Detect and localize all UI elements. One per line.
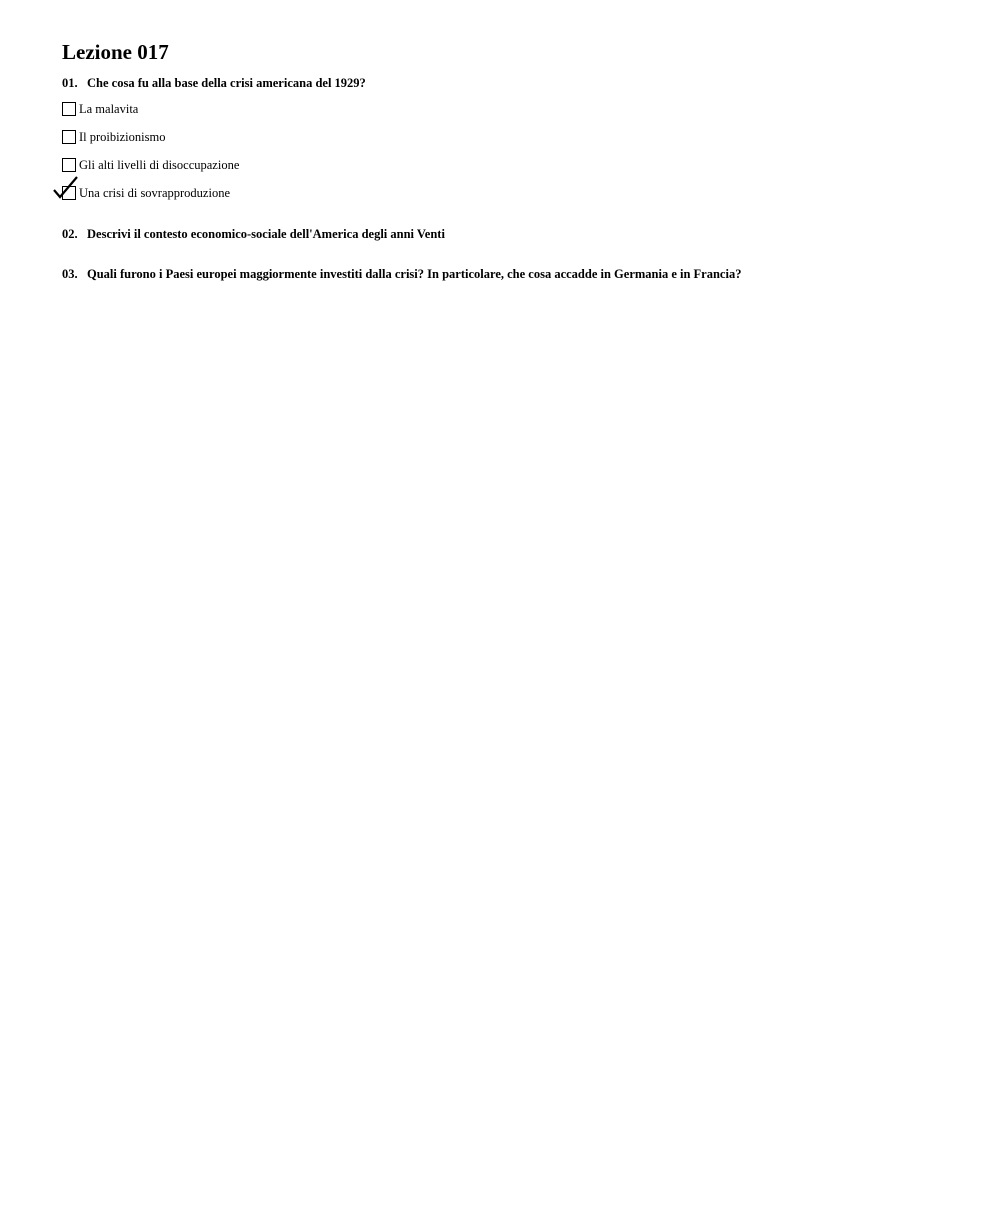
option-label: Una crisi di sovrapproduzione xyxy=(79,186,231,200)
option-la-malavita[interactable] xyxy=(62,100,138,118)
option-alti-livelli-disoccupazione[interactable] xyxy=(62,156,239,174)
question-text: Quali furono i Paesi europei maggiormente investiti dalla crisi? In particolare, che cosa accadde in Germania e in Francia? xyxy=(87,267,742,281)
checkmark-icon xyxy=(52,176,80,204)
question-1 xyxy=(62,75,366,91)
question-number: 01. xyxy=(62,76,78,90)
option-crisi-sovrapproduzione[interactable] xyxy=(62,184,230,202)
question-3 xyxy=(62,266,741,282)
checkbox-checked[interactable] xyxy=(62,186,76,200)
option-il-proibizionismo[interactable] xyxy=(62,128,165,146)
checkbox-empty[interactable] xyxy=(62,130,76,144)
lesson-title: Lezione 017 xyxy=(62,40,169,64)
checkbox-empty[interactable] xyxy=(62,158,76,172)
option-label: Il proibizionismo xyxy=(79,130,166,144)
question-number: 03. xyxy=(62,267,78,281)
question-number: 02. xyxy=(62,227,78,241)
question-text: Descrivi il contesto economico-sociale dell'America degli anni Venti xyxy=(87,227,445,241)
option-label: Gli alti livelli di disoccupazione xyxy=(79,158,240,172)
checkbox-empty[interactable] xyxy=(62,102,76,116)
question-2 xyxy=(62,226,445,242)
option-label: La malavita xyxy=(79,102,139,116)
question-text: Che cosa fu alla base della crisi americana del 1929? xyxy=(87,76,366,90)
